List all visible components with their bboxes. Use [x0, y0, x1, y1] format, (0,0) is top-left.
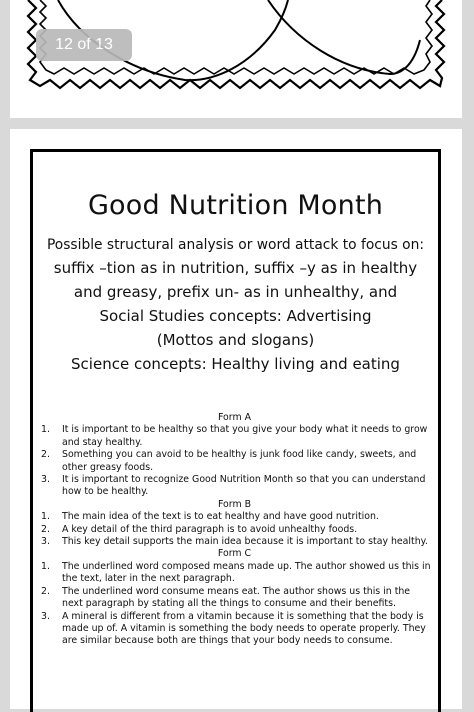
item-text: It is important to be healthy so that you give your body what it needs to grow and stay healthy.	[62, 424, 428, 448]
form-label: Form A	[217, 412, 251, 423]
intro-line: Possible structural analysis or word attack to focus on:	[46, 237, 425, 253]
intro-line: suffix –tion as in nutrition, suffix –y as in healthy	[53, 259, 418, 277]
previous-page	[10, 0, 462, 118]
intro-line: and greasy, prefix un- as in unhealthy, and	[73, 283, 398, 301]
list-item	[37, 449, 432, 474]
list-item	[37, 536, 432, 548]
answer-list	[37, 561, 432, 648]
item-number: 2.	[41, 585, 50, 597]
item-text: A mineral is different from a vitamin because it is something that the body is made up of. A vitamin is something the body needs to operate properly. They are similar because both are things that your body needs to consume.	[62, 610, 426, 647]
list-item	[37, 511, 432, 523]
item-number: 1.	[41, 424, 50, 436]
item-number: 3.	[41, 536, 50, 548]
answer-list	[37, 424, 432, 498]
list-item	[37, 424, 432, 449]
intro-line: Science concepts: Healthy living and eating	[71, 355, 400, 373]
current-page	[10, 129, 462, 709]
form-label: Form C	[217, 548, 252, 560]
form-label: Form B	[217, 498, 252, 510]
answer-list	[37, 511, 432, 548]
intro-line: Social Studies concepts: Advertising	[99, 307, 372, 325]
list-item	[37, 524, 432, 536]
page-indicator: 12 of 13	[36, 29, 132, 61]
item-text: It is important to recognize Good Nutrition Month so that you can understand how to be healthy.	[62, 474, 426, 498]
list-item	[37, 586, 432, 611]
item-number: 2.	[41, 449, 50, 461]
item-number: 3.	[41, 610, 50, 622]
item-text: Something you can avoid to be healthy is junk food like candy, sweets, and other greasy foods.	[62, 449, 417, 473]
item-text: This key detail supports the main idea because it is important to stay healthy.	[62, 536, 428, 548]
list-item	[37, 611, 432, 648]
list-item	[37, 561, 432, 586]
list-item	[37, 474, 432, 499]
intro-line: (Mottos and slogans)	[156, 331, 315, 349]
item-number: 1.	[41, 511, 50, 523]
item-text: The main idea of the text is to eat healthy and have good nutrition.	[62, 511, 379, 523]
item-text: The underlined word consume means eat. The author shows us this in the next paragraph by stating all the things to consume and their benefits.	[62, 585, 411, 610]
item-text: The underlined word composed means made up. The author showed us this in the text, later in the next paragraph.	[62, 560, 431, 585]
answer-key	[37, 412, 432, 648]
intro-block	[41, 234, 430, 376]
page-frame	[30, 149, 441, 712]
document-title: Good Nutrition Month	[87, 190, 384, 221]
item-number: 1.	[41, 560, 50, 572]
item-number: 3.	[41, 474, 50, 486]
item-number: 2.	[41, 523, 50, 535]
item-text: A key detail of the third paragraph is to avoid unhealthy foods.	[62, 523, 358, 535]
